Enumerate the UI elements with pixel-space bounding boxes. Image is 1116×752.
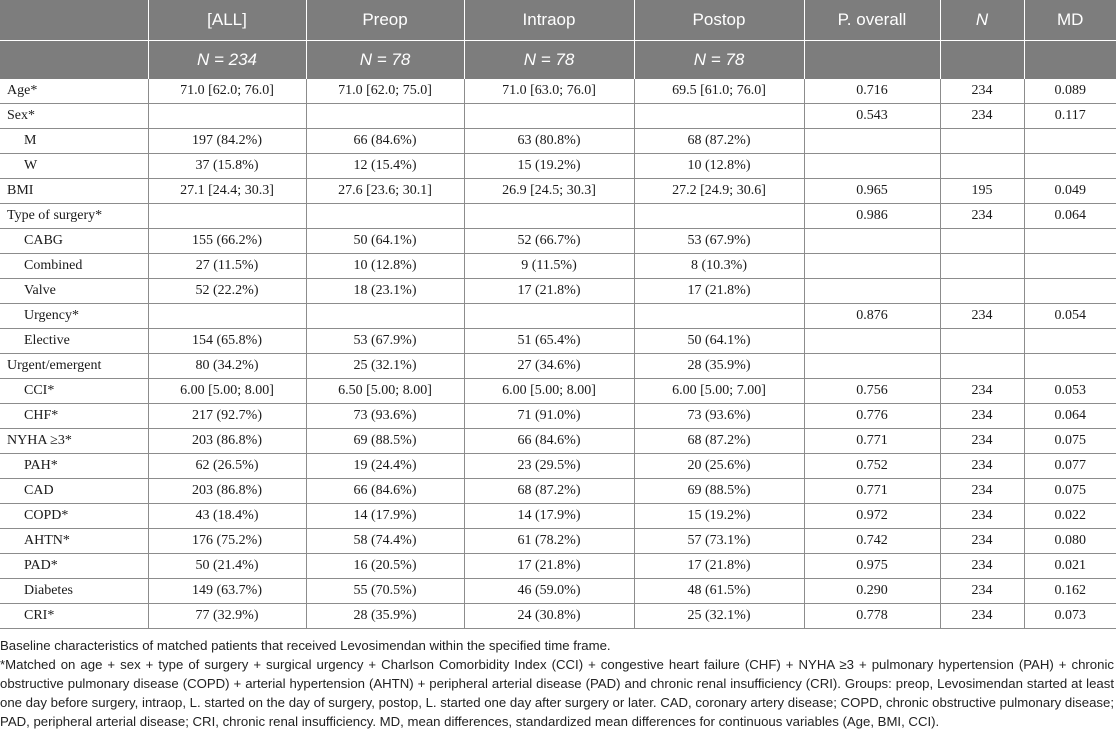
cell-md bbox=[1024, 354, 1116, 379]
cell-p bbox=[804, 229, 940, 254]
cell-n: 234 bbox=[940, 604, 1024, 629]
table-row bbox=[0, 504, 1116, 529]
table-body bbox=[0, 79, 1116, 629]
cell-all bbox=[148, 204, 306, 229]
cell-preop bbox=[306, 104, 464, 129]
cell-postop: 69.5 [61.0; 76.0] bbox=[634, 79, 804, 104]
cell-all: 6.00 [5.00; 8.00] bbox=[148, 379, 306, 404]
row-label: Elective bbox=[0, 329, 148, 354]
cell-postop bbox=[634, 104, 804, 129]
row-label: PAD* bbox=[0, 554, 148, 579]
cell-preop: 6.50 [5.00; 8.00] bbox=[306, 379, 464, 404]
cell-intraop: 6.00 [5.00; 8.00] bbox=[464, 379, 634, 404]
cell-preop: 28 (35.9%) bbox=[306, 604, 464, 629]
cell-intraop bbox=[464, 204, 634, 229]
cell-n bbox=[940, 279, 1024, 304]
header-cell: N = 78 bbox=[306, 41, 464, 80]
row-label: BMI bbox=[0, 179, 148, 204]
row-label: Urgent/emergent bbox=[0, 354, 148, 379]
cell-postop: 50 (64.1%) bbox=[634, 329, 804, 354]
table-row bbox=[0, 279, 1116, 304]
cell-intraop: 27 (34.6%) bbox=[464, 354, 634, 379]
cell-postop: 68 (87.2%) bbox=[634, 429, 804, 454]
cell-n bbox=[940, 229, 1024, 254]
cell-intraop: 66 (84.6%) bbox=[464, 429, 634, 454]
row-label: CRI* bbox=[0, 604, 148, 629]
cell-all: 37 (15.8%) bbox=[148, 154, 306, 179]
cell-md: 0.073 bbox=[1024, 604, 1116, 629]
cell-n: 234 bbox=[940, 529, 1024, 554]
cell-p: 0.776 bbox=[804, 404, 940, 429]
row-label: Age* bbox=[0, 79, 148, 104]
cell-postop: 68 (87.2%) bbox=[634, 129, 804, 154]
cell-p: 0.778 bbox=[804, 604, 940, 629]
cell-all: 203 (86.8%) bbox=[148, 479, 306, 504]
row-label: Urgency* bbox=[0, 304, 148, 329]
cell-all: 62 (26.5%) bbox=[148, 454, 306, 479]
cell-n bbox=[940, 129, 1024, 154]
row-label: W bbox=[0, 154, 148, 179]
cell-md: 0.022 bbox=[1024, 504, 1116, 529]
header-row-counts bbox=[0, 41, 1116, 80]
cell-preop bbox=[306, 304, 464, 329]
table-row bbox=[0, 379, 1116, 404]
row-label: Combined bbox=[0, 254, 148, 279]
cell-intraop: 46 (59.0%) bbox=[464, 579, 634, 604]
header-cell bbox=[0, 0, 148, 41]
header-row-groups bbox=[0, 0, 1116, 41]
cell-p bbox=[804, 254, 940, 279]
cell-p: 0.975 bbox=[804, 554, 940, 579]
table-row bbox=[0, 354, 1116, 379]
cell-postop: 17 (21.8%) bbox=[634, 279, 804, 304]
row-label: COPD* bbox=[0, 504, 148, 529]
cell-p: 0.543 bbox=[804, 104, 940, 129]
table-row bbox=[0, 329, 1116, 354]
cell-all: 203 (86.8%) bbox=[148, 429, 306, 454]
table-row bbox=[0, 579, 1116, 604]
cell-n: 234 bbox=[940, 504, 1024, 529]
row-label: CAD bbox=[0, 479, 148, 504]
cell-p: 0.752 bbox=[804, 454, 940, 479]
table-row bbox=[0, 454, 1116, 479]
cell-n: 234 bbox=[940, 304, 1024, 329]
header-cell: N = 234 bbox=[148, 41, 306, 80]
cell-p bbox=[804, 354, 940, 379]
cell-p: 0.771 bbox=[804, 429, 940, 454]
cell-md: 0.117 bbox=[1024, 104, 1116, 129]
cell-intraop: 9 (11.5%) bbox=[464, 254, 634, 279]
table-row bbox=[0, 229, 1116, 254]
cell-postop: 20 (25.6%) bbox=[634, 454, 804, 479]
header-cell bbox=[1024, 41, 1116, 80]
header-cell bbox=[0, 41, 148, 80]
cell-postop: 25 (32.1%) bbox=[634, 604, 804, 629]
cell-intraop: 51 (65.4%) bbox=[464, 329, 634, 354]
cell-intraop bbox=[464, 104, 634, 129]
cell-md: 0.089 bbox=[1024, 79, 1116, 104]
cell-all: 154 (65.8%) bbox=[148, 329, 306, 354]
cell-postop: 6.00 [5.00; 7.00] bbox=[634, 379, 804, 404]
cell-preop: 14 (17.9%) bbox=[306, 504, 464, 529]
cell-all: 80 (34.2%) bbox=[148, 354, 306, 379]
table-footnote: *Matched on age + sex + type of surgery + surgical urgency + Charlson Comorbidity Index (CCI) + congestive heart failure (CHF) + NYHA ≥3 + pulmonary hypertension (PAH) + chronic obstructive pulmonary disease (COPD) + arterial hypertension (AHTN) + peripheral arterial disease (PAD) and chronic renal insufficiency (CRI). Groups: preop, Levosimendan started at least one day before surgery, intraop, L. started on the day of surgery, postop, L. started one day after surgery or later. CAD, coronary artery disease; COPD, chronic obstructive pulmonary disease; PAD, peripheral arterial disease; CRI, chronic renal insufficiency. MD, mean differences, standardized mean differences for continuous variables (Age, BMI, CCI). bbox=[0, 657, 1114, 729]
cell-n bbox=[940, 154, 1024, 179]
row-label: Type of surgery* bbox=[0, 204, 148, 229]
cell-intraop: 15 (19.2%) bbox=[464, 154, 634, 179]
cell-postop: 48 (61.5%) bbox=[634, 579, 804, 604]
cell-all: 149 (63.7%) bbox=[148, 579, 306, 604]
cell-n bbox=[940, 329, 1024, 354]
cell-preop: 58 (74.4%) bbox=[306, 529, 464, 554]
row-label: NYHA ≥3* bbox=[0, 429, 148, 454]
cell-md bbox=[1024, 229, 1116, 254]
cell-p: 0.986 bbox=[804, 204, 940, 229]
cell-all: 43 (18.4%) bbox=[148, 504, 306, 529]
cell-all: 27.1 [24.4; 30.3] bbox=[148, 179, 306, 204]
cell-preop bbox=[306, 204, 464, 229]
table-row bbox=[0, 429, 1116, 454]
cell-md: 0.064 bbox=[1024, 404, 1116, 429]
cell-postop: 28 (35.9%) bbox=[634, 354, 804, 379]
cell-intraop: 61 (78.2%) bbox=[464, 529, 634, 554]
cell-n bbox=[940, 254, 1024, 279]
cell-intraop: 71 (91.0%) bbox=[464, 404, 634, 429]
cell-n: 234 bbox=[940, 454, 1024, 479]
cell-md bbox=[1024, 154, 1116, 179]
cell-preop: 18 (23.1%) bbox=[306, 279, 464, 304]
header-cell bbox=[804, 41, 940, 80]
cell-intraop: 17 (21.8%) bbox=[464, 554, 634, 579]
cell-intraop: 52 (66.7%) bbox=[464, 229, 634, 254]
table-row bbox=[0, 129, 1116, 154]
cell-all: 50 (21.4%) bbox=[148, 554, 306, 579]
cell-all: 176 (75.2%) bbox=[148, 529, 306, 554]
cell-postop: 10 (12.8%) bbox=[634, 154, 804, 179]
cell-intraop bbox=[464, 304, 634, 329]
cell-preop: 55 (70.5%) bbox=[306, 579, 464, 604]
cell-n: 234 bbox=[940, 429, 1024, 454]
table-row bbox=[0, 79, 1116, 104]
header-cell: N = 78 bbox=[464, 41, 634, 80]
row-label: CCI* bbox=[0, 379, 148, 404]
cell-postop: 27.2 [24.9; 30.6] bbox=[634, 179, 804, 204]
cell-p bbox=[804, 129, 940, 154]
table-row bbox=[0, 304, 1116, 329]
cell-intraop: 23 (29.5%) bbox=[464, 454, 634, 479]
cell-n: 234 bbox=[940, 479, 1024, 504]
table-row bbox=[0, 404, 1116, 429]
cell-md bbox=[1024, 329, 1116, 354]
header-cell bbox=[940, 41, 1024, 80]
cell-all bbox=[148, 104, 306, 129]
header-cell: N = 78 bbox=[634, 41, 804, 80]
table-row bbox=[0, 254, 1116, 279]
cell-p: 0.290 bbox=[804, 579, 940, 604]
cell-intraop: 71.0 [63.0; 76.0] bbox=[464, 79, 634, 104]
cell-md bbox=[1024, 129, 1116, 154]
cell-p: 0.742 bbox=[804, 529, 940, 554]
cell-md: 0.075 bbox=[1024, 479, 1116, 504]
cell-all: 217 (92.7%) bbox=[148, 404, 306, 429]
row-label: CHF* bbox=[0, 404, 148, 429]
cell-preop: 19 (24.4%) bbox=[306, 454, 464, 479]
cell-postop: 53 (67.9%) bbox=[634, 229, 804, 254]
cell-intraop: 24 (30.8%) bbox=[464, 604, 634, 629]
cell-intraop: 17 (21.8%) bbox=[464, 279, 634, 304]
row-label: Valve bbox=[0, 279, 148, 304]
row-label: Sex* bbox=[0, 104, 148, 129]
cell-preop: 73 (93.6%) bbox=[306, 404, 464, 429]
row-label: AHTN* bbox=[0, 529, 148, 554]
cell-preop: 66 (84.6%) bbox=[306, 129, 464, 154]
cell-preop: 27.6 [23.6; 30.1] bbox=[306, 179, 464, 204]
cell-postop: 69 (88.5%) bbox=[634, 479, 804, 504]
header-cell: P. overall bbox=[804, 0, 940, 41]
cell-postop bbox=[634, 304, 804, 329]
cell-n bbox=[940, 354, 1024, 379]
header-cell: Preop bbox=[306, 0, 464, 41]
cell-postop: 17 (21.8%) bbox=[634, 554, 804, 579]
header-cell: Postop bbox=[634, 0, 804, 41]
table-row bbox=[0, 104, 1116, 129]
cell-preop: 66 (84.6%) bbox=[306, 479, 464, 504]
cell-md: 0.064 bbox=[1024, 204, 1116, 229]
cell-intraop: 14 (17.9%) bbox=[464, 504, 634, 529]
cell-preop: 69 (88.5%) bbox=[306, 429, 464, 454]
cell-md: 0.049 bbox=[1024, 179, 1116, 204]
cell-postop: 73 (93.6%) bbox=[634, 404, 804, 429]
cell-md: 0.053 bbox=[1024, 379, 1116, 404]
cell-n: 234 bbox=[940, 204, 1024, 229]
cell-intraop: 63 (80.8%) bbox=[464, 129, 634, 154]
cell-postop: 15 (19.2%) bbox=[634, 504, 804, 529]
cell-all bbox=[148, 304, 306, 329]
cell-preop: 71.0 [62.0; 75.0] bbox=[306, 79, 464, 104]
cell-n: 234 bbox=[940, 104, 1024, 129]
row-label: PAH* bbox=[0, 454, 148, 479]
table-row bbox=[0, 479, 1116, 504]
table-row bbox=[0, 179, 1116, 204]
cell-p: 0.771 bbox=[804, 479, 940, 504]
table-row bbox=[0, 204, 1116, 229]
cell-md: 0.021 bbox=[1024, 554, 1116, 579]
cell-n: 234 bbox=[940, 79, 1024, 104]
row-label: Diabetes bbox=[0, 579, 148, 604]
cell-n: 234 bbox=[940, 554, 1024, 579]
cell-n: 195 bbox=[940, 179, 1024, 204]
cell-md bbox=[1024, 254, 1116, 279]
table-notes bbox=[0, 636, 1114, 731]
cell-n: 234 bbox=[940, 379, 1024, 404]
cell-p: 0.756 bbox=[804, 379, 940, 404]
cell-all: 71.0 [62.0; 76.0] bbox=[148, 79, 306, 104]
cell-p: 0.716 bbox=[804, 79, 940, 104]
cell-p bbox=[804, 329, 940, 354]
header-cell: [ALL] bbox=[148, 0, 306, 41]
cell-postop: 8 (10.3%) bbox=[634, 254, 804, 279]
cell-md bbox=[1024, 279, 1116, 304]
cell-md: 0.075 bbox=[1024, 429, 1116, 454]
cell-all: 52 (22.2%) bbox=[148, 279, 306, 304]
cell-intraop: 68 (87.2%) bbox=[464, 479, 634, 504]
cell-n: 234 bbox=[940, 579, 1024, 604]
cell-p bbox=[804, 279, 940, 304]
cell-postop: 57 (73.1%) bbox=[634, 529, 804, 554]
cell-md: 0.162 bbox=[1024, 579, 1116, 604]
header-cell: MD bbox=[1024, 0, 1116, 41]
cell-preop: 12 (15.4%) bbox=[306, 154, 464, 179]
cell-preop: 10 (12.8%) bbox=[306, 254, 464, 279]
table-row bbox=[0, 529, 1116, 554]
cell-postop bbox=[634, 204, 804, 229]
cell-md: 0.077 bbox=[1024, 454, 1116, 479]
cell-p: 0.965 bbox=[804, 179, 940, 204]
cell-preop: 50 (64.1%) bbox=[306, 229, 464, 254]
table-row bbox=[0, 604, 1116, 629]
header-cell: Intraop bbox=[464, 0, 634, 41]
cell-p bbox=[804, 154, 940, 179]
cell-all: 197 (84.2%) bbox=[148, 129, 306, 154]
cell-p: 0.876 bbox=[804, 304, 940, 329]
cell-intraop: 26.9 [24.5; 30.3] bbox=[464, 179, 634, 204]
cell-n: 234 bbox=[940, 404, 1024, 429]
cell-preop: 25 (32.1%) bbox=[306, 354, 464, 379]
table-caption: Baseline characteristics of matched patients that received Levosimendan within the specified time frame. bbox=[0, 638, 611, 653]
cell-all: 155 (66.2%) bbox=[148, 229, 306, 254]
table-row bbox=[0, 554, 1116, 579]
header-cell: N bbox=[940, 0, 1024, 41]
cell-all: 77 (32.9%) bbox=[148, 604, 306, 629]
cell-all: 27 (11.5%) bbox=[148, 254, 306, 279]
row-label: CABG bbox=[0, 229, 148, 254]
cell-md: 0.054 bbox=[1024, 304, 1116, 329]
row-label: M bbox=[0, 129, 148, 154]
cell-md: 0.080 bbox=[1024, 529, 1116, 554]
cell-p: 0.972 bbox=[804, 504, 940, 529]
cell-preop: 16 (20.5%) bbox=[306, 554, 464, 579]
cell-preop: 53 (67.9%) bbox=[306, 329, 464, 354]
table-row bbox=[0, 154, 1116, 179]
